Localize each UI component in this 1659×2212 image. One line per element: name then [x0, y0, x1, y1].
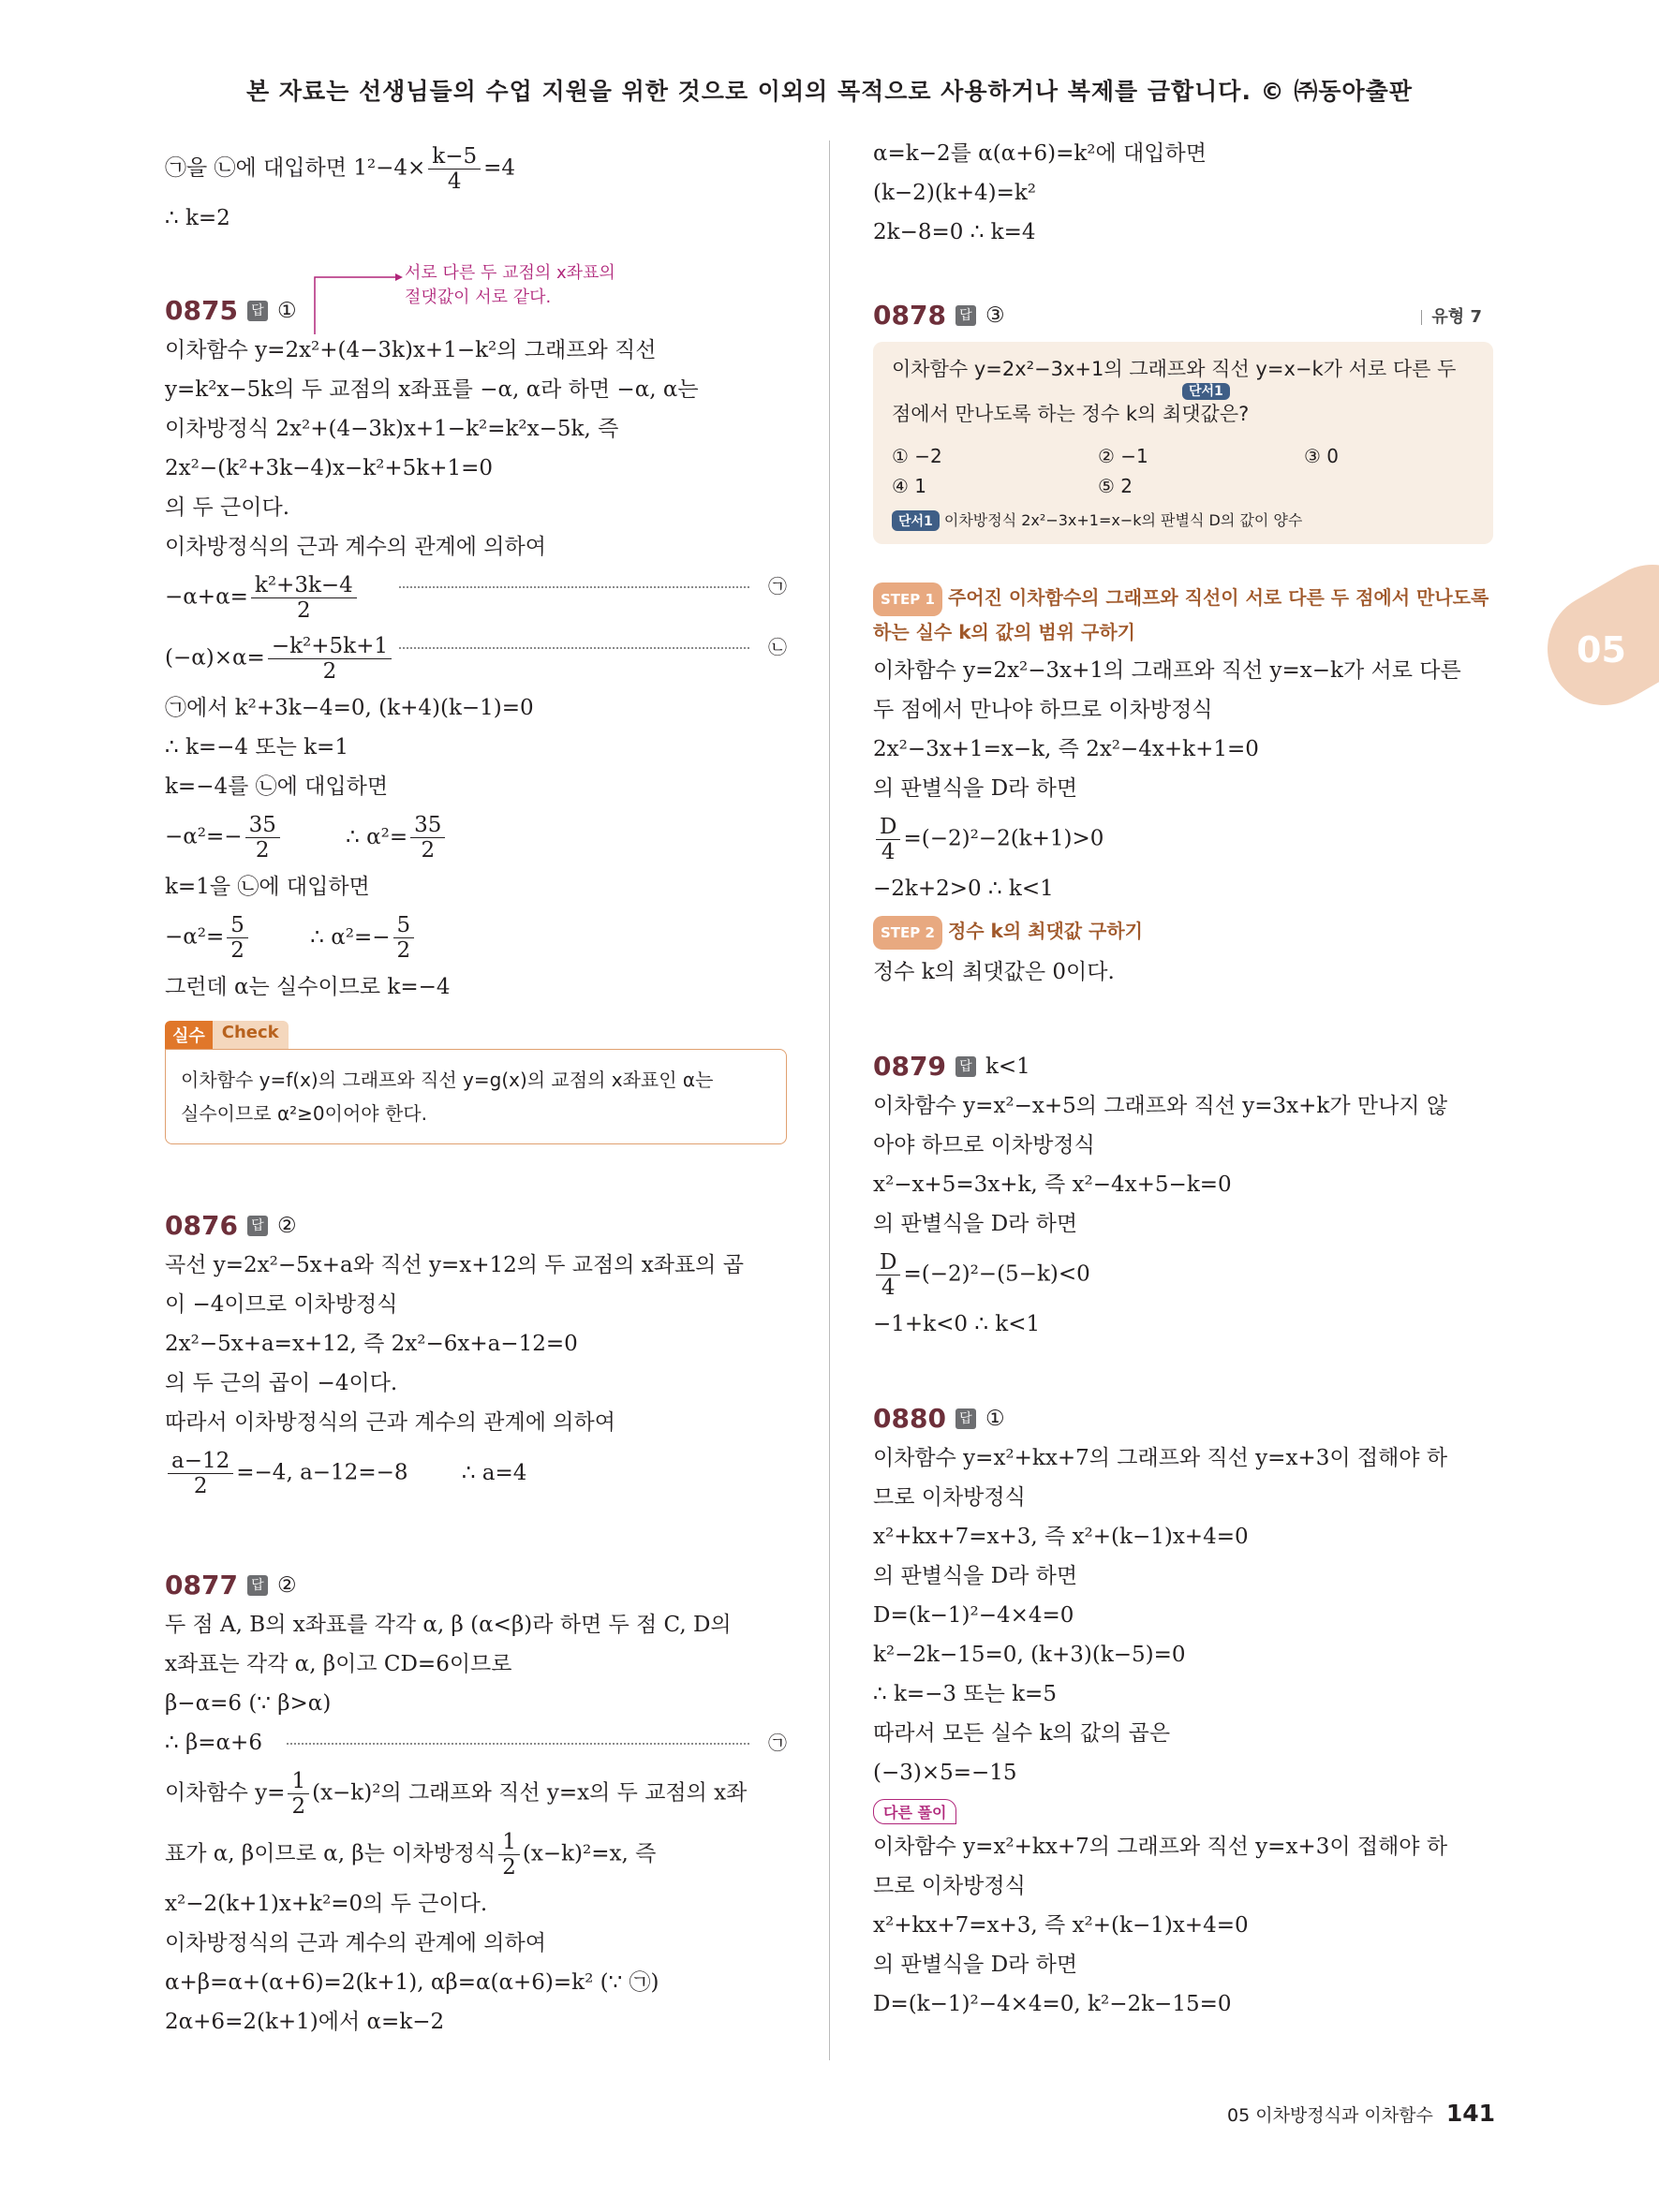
hint-badge: 단서1: [1182, 383, 1230, 400]
text-line: 두 점 A, B의 x좌표를 각각 α, β (α<β)라 하면 두 점 C, D의: [165, 1613, 732, 1637]
text-line: (k−2)(k+4)=k²: [873, 181, 1037, 205]
equation: −α²= $\frac{5}{2}$ ∴ α²=− $\frac{5}{2}$: [165, 913, 787, 963]
option-1: ① −2: [892, 445, 942, 467]
text-line: 그런데 α는 실수이므로 k=−4: [165, 975, 451, 999]
text-line: ∴ k=−3 또는 k=5: [873, 1682, 1057, 1706]
text-line: β−α=6 (∵ β>α): [165, 1691, 332, 1716]
hint-text: 이차방정식 2x²−3x+1=x−k의 판별식 D의 값이 양수: [943, 511, 1303, 529]
equation: $\frac{D}{4}$ =(−2)²−2(k+1)>0: [873, 815, 1493, 864]
chapter-tab-number: 05: [1577, 629, 1626, 671]
text-line: 므로 이차방정식: [873, 1485, 1026, 1510]
text-line: 이차함수 y=2x²+(4−3k)x+1−k²의 그래프와 직선: [165, 338, 657, 362]
annotation: 서로 다른 두 교점의 x좌표의 절댓값이 서로 같다.: [405, 263, 615, 307]
equation: −α²=− $\frac{35}{2}$ ∴ α²= $\frac{35}{2}$: [165, 813, 787, 863]
text-line: 이차방정식의 근과 계수의 관계에 의하여: [165, 535, 546, 559]
text-line: 정수 k의 최댓값은 0이다.: [873, 960, 1115, 984]
text-line: 2α+6=2(k+1)에서 α=k−2: [165, 2010, 445, 2034]
text-line: ㉠을 ㉡에 대입하면 1²−4× $\frac{k-5}{4}$ =4: [165, 144, 516, 194]
page-number: 141: [1445, 2100, 1495, 2127]
text-line: x²+kx+7=x+3, 즉 x²+(k−1)x+4=0: [873, 1913, 1249, 1938]
text-line: 의 판별식을 D라 하면: [873, 1564, 1078, 1588]
page-footer: [1218, 2100, 1495, 2127]
question-header-0880: 0880 답 ①: [873, 1403, 1005, 1434]
text-line: 이차함수 y=x²−x+5의 그래프와 직선 y=3x+k가 만나지 않: [873, 1094, 1448, 1118]
text-line: 따라서 모든 실수 k의 값의 곱은: [873, 1721, 1171, 1746]
text-line: 이차함수 y= $\frac{1}{2}$ (x−k)²의 그래프와 직선 y=x의 두 교점의 x좌: [165, 1769, 748, 1819]
text-line: 이차함수 y=x²+kx+7의 그래프와 직선 y=x+3이 접해야 하: [873, 1446, 1448, 1470]
text-line: k²−2k−15=0, (k+3)(k−5)=0: [873, 1643, 1186, 1667]
question-header-0879: 0879 답 k<1: [873, 1051, 1030, 1082]
text-line: 아야 하므로 이차방정식: [873, 1133, 1095, 1158]
copyright-banner: 본 자료는 선생님들의 수업 지원을 위한 것으로 이외의 목적으로 사용하거나 복제를 금합니다. © ㈜동아출판: [246, 78, 1413, 105]
option-5: ⑤ 2: [1098, 475, 1133, 497]
option-3: ③ 0: [1304, 445, 1340, 467]
text-line: 의 두 근의 곱이 −4이다.: [165, 1371, 398, 1395]
left-column: [165, 140, 787, 2048]
type-label: 유형 7: [1421, 303, 1482, 328]
equation-ref: ∴ β=α+6 ㉠: [165, 1731, 787, 1755]
option-4: ④ 1: [892, 475, 927, 497]
text-line: 의 판별식을 D라 하면: [873, 776, 1078, 801]
step-2: STEP 2 정수 k의 최댓값 구하기: [873, 915, 1493, 950]
footer-chapter: 05 이차방정식과 이차함수: [1227, 2105, 1433, 2126]
text-line: 2k−8=0 ∴ k=4: [873, 220, 1036, 244]
text-line: x²+kx+7=x+3, 즉 x²+(k−1)x+4=0: [873, 1525, 1249, 1549]
text-line: ∴ k=2: [165, 206, 230, 230]
text-line: 이차방정식의 근과 계수의 관계에 의하여: [165, 1931, 546, 1955]
option-2: ② −1: [1098, 445, 1148, 467]
text-line: 의 판별식을 D라 하면: [873, 1953, 1078, 1977]
right-column: [873, 140, 1493, 2030]
equation: $\frac{a-12}{2}$ =−4, a−12=−8 ∴ a=4: [165, 1449, 787, 1498]
text-line: 이차함수 y=x²+kx+7의 그래프와 직선 y=x+3이 접해야 하: [873, 1835, 1448, 1859]
question-header-0878: 0878 답 ③ 유형 7: [873, 300, 1482, 331]
text-line: 의 판별식을 D라 하면: [873, 1212, 1078, 1236]
question-header-0877: 0877 답 ②: [165, 1570, 297, 1600]
text-line: y=k²x−5k의 두 교점의 x좌표를 −α, α라 하면 −α, α는: [165, 377, 699, 402]
text-line: D=(k−1)²−4×4=0: [873, 1603, 1074, 1628]
text-line: x²−2(k+1)x+k²=0의 두 근이다.: [165, 1892, 488, 1916]
check-note: 실수 Check 이차함수 y=f(x)의 그래프와 직선 y=g(x)의 교점의 x좌표인 α는 실수이므로 α²≥0이어야 한다.: [165, 1021, 787, 1144]
text-line: 곡선 y=2x²−5x+a와 직선 y=x+12의 두 교점의 x좌표의 곱: [165, 1253, 744, 1277]
annotation-arrow: [305, 273, 405, 338]
equation-ref-1: −α+α= $\frac{\text{k²+3k−4}}{2}$ ㉠: [165, 573, 787, 623]
equation: $\frac{D}{4}$ =(−2)²−(5−k)<0: [873, 1250, 1493, 1300]
text-line: 두 점에서 만나야 하므로 이차방정식: [873, 698, 1213, 722]
text-line: α+β=α+(α+6)=2(k+1), αβ=α(α+6)=k² (∵ ㉠): [165, 1970, 659, 1995]
text-line: x²−x+5=3x+k, 즉 x²−4x+5−k=0: [873, 1172, 1232, 1197]
question-header-0875: 0875 답 ①: [165, 295, 297, 326]
text-line: (−3)×5=−15: [873, 1761, 1017, 1785]
alt-solution-label: 다른 풀이: [873, 1799, 956, 1824]
text-line: D=(k−1)²−4×4=0, k²−2k−15=0: [873, 1992, 1232, 2016]
text-line: 2x²−3x+1=x−k, 즉 2x²−4x+k+1=0: [873, 737, 1259, 761]
question-header-0876: 0876 답 ②: [165, 1210, 297, 1241]
column-divider: [829, 140, 830, 2060]
text-line: 이차함수 y=2x²−3x+1의 그래프와 직선 y=x−k가 서로 다른: [873, 658, 1461, 683]
text-line: 므로 이차방정식: [873, 1874, 1026, 1898]
text-line: 이차방정식 2x²+(4−3k)x+1−k²=k²x−5k, 즉: [165, 417, 619, 441]
text-line: −2k+2>0 ∴ k<1: [873, 877, 1054, 901]
text-line: α=k−2를 α(α+6)=k²에 대입하면: [873, 141, 1207, 166]
text-line: 의 두 근이다.: [165, 495, 290, 520]
text-line: 표가 α, β이므로 α, β는 이차방정식 $\frac{1}{2}$ (x−k)²=x, 즉: [165, 1830, 657, 1880]
text-line: 2x²−5x+a=x+12, 즉 2x²−6x+a−12=0: [165, 1332, 578, 1356]
problem-box: 이차함수 y=2x²−3x+1의 그래프와 직선 y=x−k가 서로 다른 두 단서1 점에서 만나도록 하는 정수 k의 최댓값은? ① −2 ② −1 ③ 0 ④ 1 ⑤ 2 단서1 이차방정식 2x²−3x+1=x−k의 판별식 D의 값이 양수: [873, 342, 1493, 544]
text-line: ㉠에서 k²+3k−4=0, (k+4)(k−1)=0: [165, 696, 534, 720]
text-line: 이 −4이므로 이차방정식: [165, 1292, 398, 1317]
text-line: 따라서 이차방정식의 근과 계수의 관계에 의하여: [165, 1410, 615, 1435]
text-line: ∴ k=−4 또는 k=1: [165, 735, 348, 759]
step-1: STEP 1 주어진 이차함수의 그래프와 직선이 서로 다른 두 점에서 만나도록 하는 실수 k의 값의 범위 구하기: [873, 582, 1493, 648]
text-line: k=−4를 ㉡에 대입하면: [165, 774, 389, 799]
text-line: k=1을 ㉡에 대입하면: [165, 875, 370, 899]
equation-ref-2: (−α)×α= $\frac{\text{−k²+5k+1}}{2}$ ㉡: [165, 634, 787, 684]
text-line: 2x²−(k²+3k−4)x−k²+5k+1=0: [165, 456, 493, 480]
text-line: x좌표는 각각 α, β이고 CD=6이므로: [165, 1652, 512, 1676]
text-line: −1+k<0 ∴ k<1: [873, 1312, 1041, 1336]
